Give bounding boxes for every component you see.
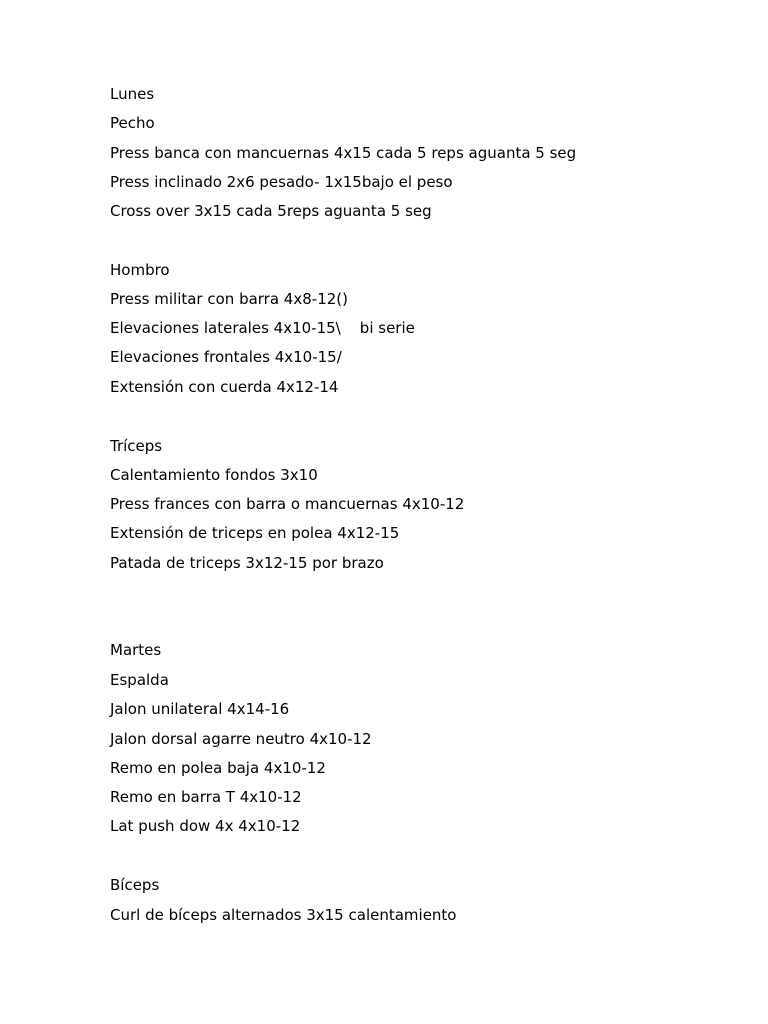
exercise-line: Remo en polea baja 4x10-12 (110, 759, 326, 777)
exercise-line: Jalon unilateral 4x14-16 (110, 700, 290, 718)
section-heading-chest: Pecho (110, 114, 155, 132)
section-heading-biceps: Bíceps (110, 876, 160, 894)
exercise-line: Remo en barra T 4x10-12 (110, 788, 302, 806)
section-heading-shoulder: Hombro (110, 261, 170, 279)
section-heading-back: Espalda (110, 671, 169, 689)
day-heading-tuesday: Martes (110, 641, 162, 659)
exercise-line: Extensión con cuerda 4x12-14 (110, 378, 339, 396)
exercise-line: Extensión de triceps en polea 4x12-15 (110, 524, 400, 542)
section-heading-triceps: Tríceps (110, 437, 163, 455)
exercise-line: Patada de triceps 3x12-15 por brazo (110, 554, 384, 572)
exercise-line: Cross over 3x15 cada 5reps aguanta 5 seg (110, 202, 432, 220)
exercise-line: Press frances con barra o mancuernas 4x10-12 (110, 495, 465, 513)
exercise-line: Elevaciones frontales 4x10-15/ (110, 348, 342, 366)
exercise-line: Lat push dow 4x 4x10-12 (110, 817, 301, 835)
exercise-line: Press banca con mancuernas 4x15 cada 5 reps aguanta 5 seg (110, 144, 577, 162)
exercise-line: Press inclinado 2x6 pesado- 1x15bajo el peso (110, 173, 453, 191)
exercise-line: Jalon dorsal agarre neutro 4x10-12 (110, 730, 372, 748)
day-heading-monday: Lunes (110, 85, 155, 103)
exercise-line: Elevaciones laterales 4x10-15\ bi serie (110, 319, 415, 337)
exercise-line: Curl de bíceps alternados 3x15 calentamiento (110, 906, 457, 924)
exercise-line: Calentamiento fondos 3x10 (110, 466, 318, 484)
exercise-line: Press militar con barra 4x8-12() (110, 290, 348, 308)
